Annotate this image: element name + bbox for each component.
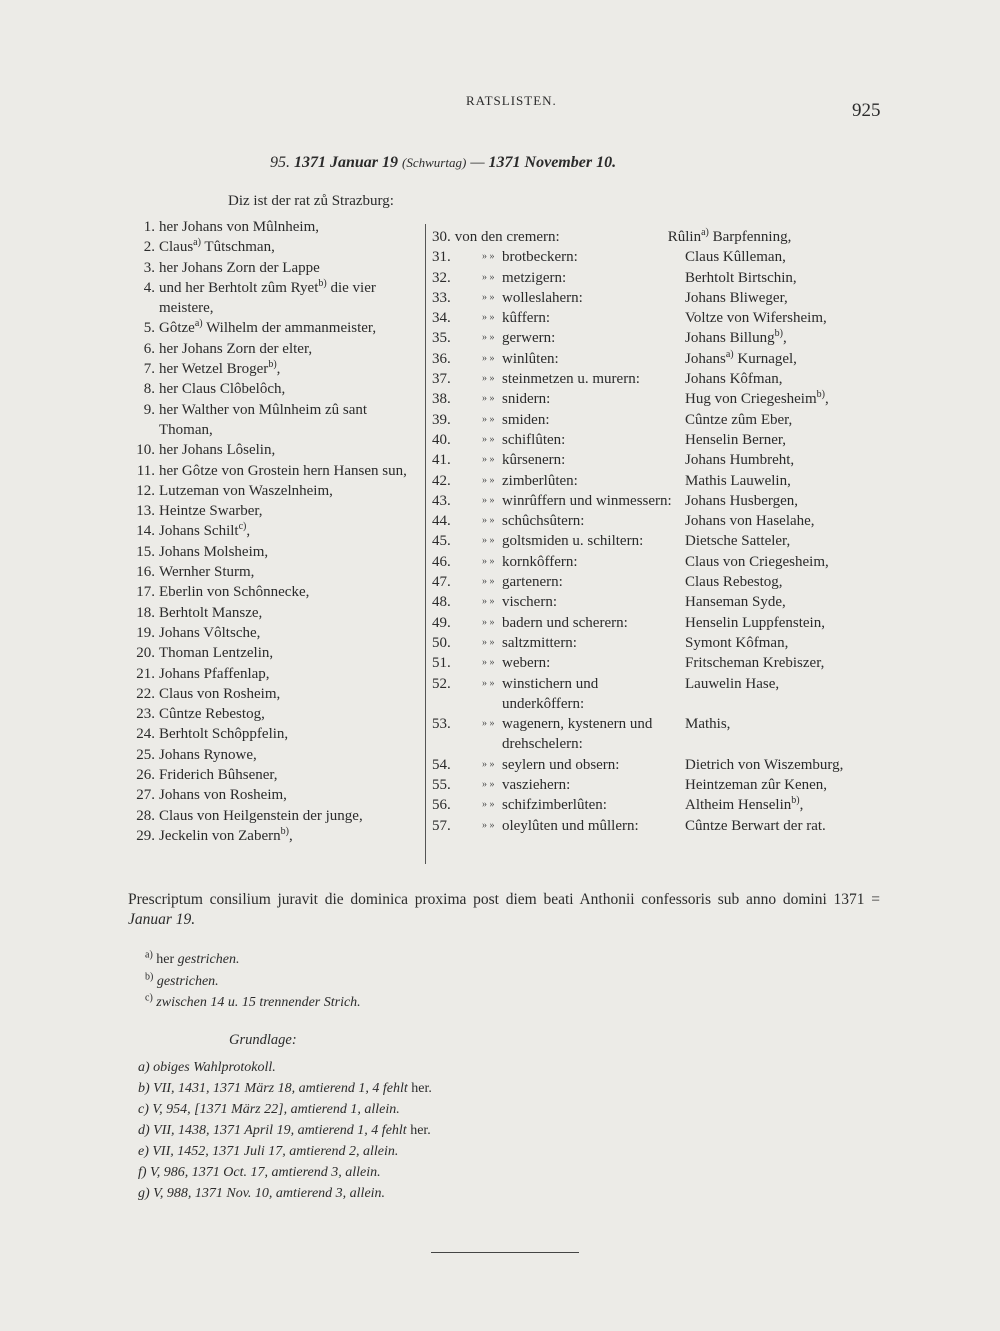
list-item: [128, 582, 420, 602]
list-item: [128, 724, 420, 744]
grundlage-reference: e) VII, 1452, 1371 Juli 17, amtierend 2, allein.: [138, 1144, 399, 1159]
ditto-marks: » »: [482, 555, 495, 567]
guild-name: winstichern und underkôffern:: [502, 675, 599, 712]
member-name: Johans Rynowe,: [159, 746, 257, 763]
date-end: 1371 November 10.: [488, 154, 617, 171]
ditto-marks: » »: [482, 373, 495, 385]
member-name: Johans Humbreht,: [685, 452, 795, 469]
member-name: Symont Kôfman,: [685, 634, 789, 651]
member-name: Dietrich von Wiszemburg,: [685, 756, 844, 773]
member-name: Cûntze Berwart der rat.: [685, 817, 826, 834]
list-item: [432, 471, 872, 491]
ditto-marks: » »: [482, 819, 495, 831]
document-title: [270, 154, 616, 172]
ditto-marks: » »: [482, 616, 495, 628]
guild-name: badern und scherern:: [502, 614, 628, 631]
item-number: 28.: [136, 807, 155, 824]
member-name: Claus$^{a)}$ Tûtschman,: [159, 237, 275, 256]
list-item: [128, 785, 420, 805]
list-item: [432, 369, 872, 389]
list-item: [128, 217, 420, 237]
item-number: 35.: [432, 330, 451, 347]
member-name: Jeckelin von Zabern$^{b)}$,: [159, 825, 293, 844]
item-number: 51.: [432, 655, 451, 672]
item-number: 19.: [136, 624, 155, 641]
ditto-marks: » »: [482, 596, 495, 608]
guild-name: smiden:: [502, 411, 550, 428]
ditto-marks: » »: [482, 393, 495, 405]
guild-name: winrûffern und winmessern:: [502, 492, 672, 509]
item-number: 5.: [143, 320, 155, 337]
date-start: 1371 Januar 19: [294, 154, 399, 171]
grundlage-reference: a) obiges Wahlprotokoll.: [138, 1060, 276, 1075]
list-item: [128, 258, 420, 278]
item-number: 49.: [432, 614, 451, 631]
member-name: Henselin Berner,: [685, 431, 787, 448]
prescript-paragraph: [128, 890, 880, 930]
council-intro: Diz ist der rat zů Strazburg:: [228, 193, 394, 209]
footnote-marker: a): [193, 237, 201, 249]
list-item: [432, 653, 872, 673]
item-number: 21.: [136, 665, 155, 682]
list-item: [432, 450, 872, 470]
item-number: 26.: [136, 767, 155, 784]
list-item: [128, 765, 420, 785]
item-number: 42.: [432, 472, 451, 489]
member-name: her Johans Lôselin,: [159, 442, 276, 459]
council-members-list: [128, 217, 420, 846]
item-number: 22.: [136, 685, 155, 702]
guild-name: vischern:: [502, 594, 557, 611]
item-number: 9.: [143, 401, 155, 418]
ditto-marks: » »: [482, 636, 495, 648]
member-name: her Johans Zorn der Lappe: [159, 259, 320, 276]
member-name: Lutzeman von Waszelnheim,: [159, 482, 333, 499]
member-name: her Claus Clôbelôch,: [159, 381, 286, 398]
member-name: Berhtolt Birtschin,: [685, 269, 797, 286]
item-number: 30.: [432, 229, 451, 245]
item-number: 1.: [143, 219, 155, 235]
item-number: 43.: [432, 492, 451, 509]
ditto-marks: » »: [482, 718, 495, 730]
list-item: [128, 278, 420, 319]
guild-name: gartenern:: [502, 574, 563, 591]
member-name: Altheim Henselin$^{b)}$,: [685, 795, 804, 814]
grundlage-reference: b) VII, 1431, 1371 März 18, amtierend 1, 4 fehlt: [138, 1081, 408, 1096]
member-name: her Johans Zorn der elter,: [159, 340, 313, 357]
guild-name: vasziehern:: [502, 777, 571, 794]
list-item: [128, 237, 420, 257]
list-item: [432, 430, 872, 450]
item-number: 13.: [136, 503, 155, 520]
item-number: 32.: [432, 269, 451, 286]
ditto-marks: » »: [482, 433, 495, 445]
list-item: [432, 592, 872, 612]
member-name: Johans Husbergen,: [685, 492, 799, 509]
guild-name: schiflûten:: [502, 431, 566, 448]
prescript-text: Prescriptum consilium juravit die dominica proxima post diem beati Anthonii confessoris sub anno domini 1371 =: [128, 891, 880, 908]
member-name: Hug von Criegesheim$^{b)}$,: [685, 389, 829, 408]
list-item: [432, 613, 872, 633]
item-number: 45.: [432, 533, 451, 550]
member-name: Rûlin$^{a)}$ Barpfenning,: [667, 227, 792, 245]
ditto-marks: » »: [482, 352, 495, 364]
item-number: 47.: [432, 574, 451, 591]
guild-name: von den cremern:: [454, 229, 560, 245]
ditto-marks: » »: [482, 576, 495, 588]
member-name: Johans von Haselahe,: [685, 513, 815, 530]
member-name: Dietsche Satteler,: [685, 533, 791, 550]
item-number: 29.: [136, 827, 155, 844]
list-item: [432, 552, 872, 572]
guild-name: schûchsûtern:: [502, 513, 585, 530]
member-name: Voltze von Wifersheim,: [685, 310, 827, 327]
list-item: [128, 643, 420, 663]
member-name: her Walther von Mûlnheim zû sant Thoman,: [159, 401, 368, 438]
footnote-marker: b): [268, 359, 277, 371]
ditto-marks: » »: [482, 251, 495, 263]
item-number: 34.: [432, 310, 451, 327]
member-name: Johans Vôltsche,: [159, 624, 261, 641]
member-name: Claus von Heilgenstein der junge,: [159, 807, 363, 824]
list-item: [432, 511, 872, 531]
guild-name: steinmetzen u. murern:: [502, 371, 640, 388]
list-item: [128, 562, 420, 582]
member-name: Claus Rebestog,: [685, 574, 783, 591]
prescript-date: Januar 19.: [128, 911, 196, 928]
footnote-text: gestrichen.: [156, 974, 219, 989]
title-dash: —: [470, 154, 485, 171]
guild-name: snidern:: [502, 391, 551, 408]
ditto-marks: » »: [482, 291, 495, 303]
item-number: 17.: [136, 584, 155, 601]
list-item: [432, 775, 872, 795]
guild-name: kûffern:: [502, 310, 551, 327]
member-name: Wernher Sturm,: [159, 564, 255, 581]
guild-name: seylern und obsern:: [502, 756, 620, 773]
guild-name: brotbeckern:: [502, 249, 578, 266]
footnote-marker: a): [725, 348, 734, 360]
item-number: 53.: [432, 716, 451, 733]
member-name: Mathis,: [685, 716, 731, 733]
grundlage-list: [138, 1057, 432, 1204]
entry-number: 95.: [270, 154, 290, 171]
member-name: Heintzeman zûr Kenen,: [685, 777, 828, 794]
member-name: Lauwelin Hase,: [685, 675, 780, 692]
footnote-marker: b): [816, 389, 825, 401]
list-item: [128, 603, 420, 623]
item-number: 55.: [432, 777, 451, 794]
running-head: RATSLISTEN.: [466, 93, 557, 108]
member-name: Claus von Rosheim,: [159, 685, 281, 702]
guild-name: kornkôffern:: [502, 553, 578, 570]
list-item: [128, 806, 420, 826]
grundlage-item: [138, 1120, 432, 1141]
member-name: Johans Pfaffenlap,: [159, 665, 270, 682]
grundlage-item: [138, 1162, 432, 1183]
member-name: Claus Kûlleman,: [685, 249, 786, 266]
item-number: 56.: [432, 797, 451, 814]
footnote-marker: b): [318, 277, 327, 289]
list-item: [432, 389, 872, 409]
item-number: 20.: [136, 645, 155, 662]
item-number: 25.: [136, 746, 155, 763]
guild-name: kûrsenern:: [502, 452, 566, 469]
member-name: Johans Bliweger,: [685, 289, 788, 306]
item-number: 44.: [432, 513, 451, 530]
list-item: [432, 349, 872, 369]
item-number: 52.: [432, 675, 451, 692]
list-item: [128, 461, 420, 481]
item-number: 27.: [136, 787, 155, 804]
member-name: Cûntze Rebestog,: [159, 706, 265, 723]
list-item: [128, 318, 420, 338]
item-number: 54.: [432, 756, 451, 773]
member-name: Johans$^{a)}$ Kurnagel,: [685, 348, 797, 367]
item-number: 8.: [143, 381, 155, 398]
grundlage-reference: g) V, 988, 1371 Nov. 10, amtierend 3, allein.: [138, 1186, 386, 1201]
item-number: 31.: [432, 249, 451, 266]
day-note: (Schwurtag): [402, 155, 467, 170]
member-name: Berhtolt Schôppfelin,: [159, 726, 289, 743]
footnote-text: zwischen 14 u. 15 trennender Strich.: [156, 995, 361, 1010]
list-item: [128, 684, 420, 704]
member-name: Johans Molsheim,: [159, 543, 269, 560]
member-name: Eberlin von Schônnecke,: [159, 584, 310, 601]
grundlage-reference: d) VII, 1438, 1371 April 19, amtierend 1, 4 fehlt: [138, 1123, 407, 1138]
item-number: 16.: [136, 564, 155, 581]
guild-name: oleylûten und mûllern:: [502, 817, 639, 834]
item-number: 37.: [432, 371, 451, 388]
list-item: [432, 308, 872, 328]
ditto-marks: » »: [482, 779, 495, 791]
item-number: 24.: [136, 726, 155, 743]
member-name: Thoman Lentzelin,: [159, 645, 274, 662]
member-name: und her Berhtolt zûm Ryet$^{b)}$ die vier meistere,: [159, 277, 376, 317]
list-item: [128, 359, 420, 379]
member-name: her Johans von Mûlnheim,: [159, 219, 319, 235]
member-name: Johans Kôfman,: [685, 371, 783, 388]
list-item: [128, 400, 420, 441]
guild-name: schifzimberlûten:: [502, 797, 607, 814]
list-item: [432, 633, 872, 653]
member-name: Heintze Swarber,: [159, 503, 263, 520]
footnote: [145, 992, 361, 1011]
item-number: 14.: [136, 523, 155, 540]
footnote-marker: b): [774, 328, 783, 340]
end-rule: [431, 1252, 579, 1253]
item-number: 6.: [143, 340, 155, 357]
list-item: [128, 521, 420, 541]
member-name: Claus von Criegesheim,: [685, 553, 829, 570]
item-number: 12.: [136, 482, 155, 499]
list-item: [432, 714, 872, 755]
item-number: 15.: [136, 543, 155, 560]
grundlage-item: [138, 1057, 432, 1078]
item-number: 7.: [143, 361, 155, 378]
list-item: [128, 704, 420, 724]
item-number: 10.: [136, 442, 155, 459]
member-name: her Gôtze von Grostein hern Hansen sun,: [159, 462, 407, 479]
ditto-marks: » »: [482, 535, 495, 547]
footnote: $^{a)}$ her gestrichen.: [145, 949, 240, 967]
list-item: [128, 379, 420, 399]
ditto-marks: » »: [482, 454, 495, 466]
item-number: 39.: [432, 411, 451, 428]
member-name: Johans Billung$^{b)}$,: [685, 328, 787, 347]
list-item: [432, 816, 872, 836]
item-number: 4.: [143, 279, 155, 296]
guild-name: metzigern:: [502, 269, 567, 286]
footnote-marker: b): [280, 825, 289, 837]
list-item: [432, 288, 872, 308]
ditto-marks: » »: [482, 677, 495, 689]
ditto-marks: » »: [482, 332, 495, 344]
member-name: Johans Schilt$^{c)}$,: [159, 521, 251, 540]
grundlage-note: her.: [406, 1123, 431, 1138]
guild-name: winlûten:: [502, 350, 559, 367]
item-number: 46.: [432, 553, 451, 570]
list-item: [432, 247, 872, 267]
guild-name: goltsmiden u. schiltern:: [502, 533, 644, 550]
item-number: 18.: [136, 604, 155, 621]
member-name: Johans von Rosheim,: [159, 787, 287, 804]
list-item: [128, 481, 420, 501]
grundlage-title: Grundlage:: [229, 1032, 297, 1048]
member-name: Fritscheman Krebiszer,: [685, 655, 825, 672]
column-divider: [425, 224, 426, 864]
item-number: 33.: [432, 289, 451, 306]
guild-members-list: [432, 227, 872, 836]
list-item: [432, 795, 872, 815]
ditto-marks: » »: [482, 474, 495, 486]
member-name: Berhtolt Mansze,: [159, 604, 263, 621]
footnote-marker: a): [145, 949, 153, 961]
item-number: 57.: [432, 817, 451, 834]
member-name: Cûntze zûm Eber,: [685, 411, 793, 428]
grundlage-reference: c) V, 954, [1371 März 22], amtierend 1, allein.: [138, 1102, 400, 1117]
grundlage-item: [138, 1141, 432, 1162]
item-number: 41.: [432, 452, 451, 469]
footnote-marker: c): [238, 521, 247, 533]
list-item: [128, 664, 420, 684]
item-number: 40.: [432, 431, 451, 448]
footnote-marker: b): [145, 971, 154, 983]
ditto-marks: » »: [482, 515, 495, 527]
list-item: [432, 674, 872, 715]
item-number: 48.: [432, 594, 451, 611]
item-number: 2.: [143, 239, 155, 256]
grundlage-item: [138, 1078, 432, 1099]
list-item: [432, 531, 872, 551]
member-name: her Wetzel Broger$^{b)}$,: [159, 359, 281, 378]
grundlage-note: her.: [407, 1081, 432, 1096]
list-item: [432, 268, 872, 288]
footnote-text: gestrichen.: [177, 952, 240, 967]
item-number: 36.: [432, 350, 451, 367]
item-number: 23.: [136, 706, 155, 723]
guild-name: saltzmittern:: [502, 634, 577, 651]
ditto-marks: » »: [482, 494, 495, 506]
ditto-marks: » »: [482, 271, 495, 283]
list-item: [128, 826, 420, 846]
member-name: Henselin Luppfenstein,: [685, 614, 825, 631]
list-item: [128, 623, 420, 643]
grundlage-item: [138, 1099, 432, 1120]
list-item: [128, 440, 420, 460]
grundlage-item: [138, 1183, 432, 1204]
member-name: Friderich Bûhsener,: [159, 767, 278, 784]
footnote-marker: b): [791, 795, 800, 807]
guild-name: wagenern, kystenern und drehschelern:: [502, 716, 653, 753]
member-name: Hanseman Syde,: [685, 594, 786, 611]
ditto-marks: » »: [482, 657, 495, 669]
footnote-marker: a): [194, 318, 203, 330]
guild-name: webern:: [502, 655, 551, 672]
list-item: [432, 227, 872, 247]
member-name: Mathis Lauwelin,: [685, 472, 791, 489]
list-item: [432, 572, 872, 592]
footnote-marker: c): [145, 992, 153, 1004]
grundlage-reference: f) V, 986, 1371 Oct. 17, amtierend 3, allein.: [138, 1165, 381, 1180]
member-name: Gôtze$^{a)}$ Wilhelm der ammanmeister,: [159, 318, 377, 337]
guild-name: wolleslahern:: [502, 289, 583, 306]
guild-name: zimberlûten:: [502, 472, 578, 489]
list-item: [128, 542, 420, 562]
list-item: [128, 501, 420, 521]
list-item: [128, 745, 420, 765]
ditto-marks: » »: [482, 312, 495, 324]
item-number: 11.: [136, 462, 155, 479]
list-item: [432, 491, 872, 511]
page-number: 925: [852, 100, 881, 121]
ditto-marks: » »: [482, 799, 495, 811]
list-item: [432, 755, 872, 775]
item-number: 3.: [143, 259, 155, 276]
list-item: [432, 328, 872, 348]
footnote-marker: a): [701, 227, 709, 238]
item-number: 50.: [432, 634, 451, 651]
list-item: [128, 339, 420, 359]
guild-name: gerwern:: [502, 330, 556, 347]
footnote: [145, 971, 219, 990]
ditto-marks: » »: [482, 758, 495, 770]
list-item: [432, 410, 872, 430]
ditto-marks: » »: [482, 413, 495, 425]
item-number: 38.: [432, 391, 451, 408]
